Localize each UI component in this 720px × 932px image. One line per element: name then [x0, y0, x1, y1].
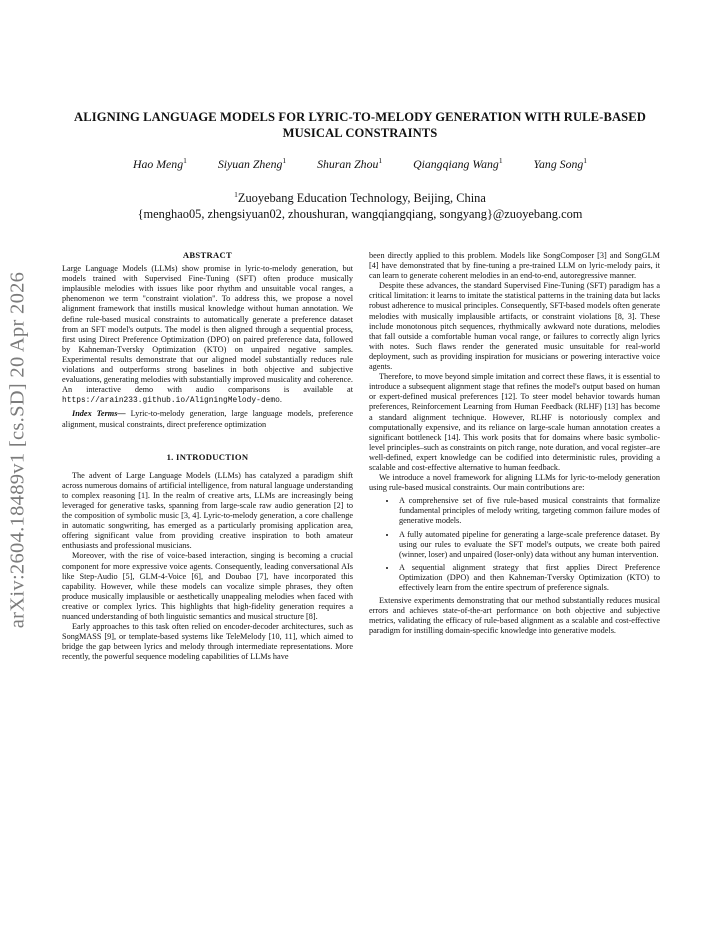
body-paragraph: Despite these advances, the standard Supervised Fine-Tuning (SFT) paradigm has a critical limitation: it learns to imitate the statistical patterns in the training data but lacks robust adherence to musical principles. Consequently, SFT-based models often generate melodies with musically implausible artifacts, or constraint violations [8, 3]. These include monotonous pitch sequences, rhythmically awkward note durations, melodies that fall outside a comfortable human vocal range, or failures to correctly align lyrics with notes. Such flaws render the generated music unsuitable for real-world deployment, such as providing inspiration for musicians or powering interactive voice agents.: [369, 281, 660, 372]
author-list: [60, 156, 660, 172]
intro-paragraph: The advent of Large Language Models (LLMs) has catalyzed a paradigm shift across numerous domains of artificial intelligence, from natural language understanding to complex reasoning [1]. In the realm of creative arts, LLMs are increasingly being leveraged for generative tasks, spanning from large-scale raw audio generation [2] to the composition of symbolic music [3, 4]. Lyric-to-melody generation, a core challenge in automatic songwriting, has emerged as a particularly promising application area, offering significant value from providing creative inspiration to both amateur enthusiasts and professional musicians.: [62, 470, 353, 551]
intro-paragraph: Early approaches to this task often relied on encoder-decoder architectures, such as SongMASS [9], or template-based systems like TeleMelody [10, 11], which aimed to bridge the gap between lyrics and melody through intermediate representations. More recently, the powerful sequence modeling capabilities of LLMs have: [62, 622, 353, 662]
demo-link[interactable]: https://arain233.github.io/AligningMelody-demo: [62, 396, 280, 406]
author: Shuran Zhou$^1$: [317, 156, 383, 171]
abstract-heading: ABSTRACT: [182, 250, 233, 260]
abstract-text: Large Language Models (LLMs) show promise in lyric-to-melody generation, but models trained with Supervised Fine-Tuning (SFT) often produce musically implausible melodies with issues like poor rhythm and unsuitable vocal ranges, a phenomenon we term "constraint violation". To address this, we propose a novel alignment framework that instills musical knowledge without human annotation. We define rule-based musical constraints to automatically generate a preference dataset from an SFT model's outputs. The model is then aligned through a sequential process, first using Direct Preference Optimization (DPO) on paired preference data, followed by Kahneman-Tversky Optimization (KTO) on unpaired negative samples. Experimental results demonstrate that our aligned model substantially reduces rule violations and outperforms strong baselines in both objective and subjective evaluations, generating melodies with substantially improved musicality and coherence. An interactive demo with audio comparisons is available at https://arain233.github.io/AligningMelody-demo.: [62, 264, 353, 406]
author: Yang Song$^1$: [533, 156, 588, 171]
contribution-item: • A fully automated pipeline for generating a large-scale preference dataset. By using our rules to evaluate the SFT model's outputs, we create both paired (winner, loser) and unpaired (loser-only) data without any human intervention.: [397, 530, 660, 560]
index-terms: Index Terms— Lyric-to-melody generation, large language models, preference alignment, musical constraints, direct preference optimization: [62, 409, 353, 429]
introduction-heading: 1. INTRODUCTION: [166, 451, 249, 462]
contribution-item: • A comprehensive set of five rule-based musical constraints that formalize fundamental principles of melody writing, targeting common failure modes of generative models.: [397, 496, 660, 526]
contribution-list: [369, 496, 660, 593]
arxiv-stamp-text: arXiv:2604.18489v1 [cs.SD] 20 Apr 2026: [6, 271, 29, 629]
body-paragraph: We introduce a novel framework for aligning LLMs for lyric-to-melody generation using rule-based musical constraints. Our main contributions are:: [369, 473, 660, 493]
author: Hao Meng$^1$: [132, 156, 187, 171]
contribution-item: • A sequential alignment strategy that first applies Direct Preference Optimization (DPO) and then Kahneman-Tversky Optimization (KTO) to effectively learn from the entire spectrum of preference signals.: [397, 563, 660, 593]
body-paragraph: been directly applied to this problem. Models like SongComposer [3] and SongGLM [4] have demonstrated that by fine-tuning a pre-trained LLM on lyric-melody pairs, it can learn to generate coherent melodies in an end-to-end, autoregressive manner.: [369, 251, 660, 281]
affiliation-block: [60, 187, 660, 222]
author: Siyuan Zheng$^1$: [217, 156, 287, 171]
paper-title: ALIGNING LANGUAGE MODELS FOR LYRIC-TO-MELODY GENERATION WITH RULE-BASED MUSICAL CONSTRAINTS: [74, 110, 646, 140]
author: Qiangqiang Wang$^1$: [413, 156, 503, 171]
author-emails: {menghao05, zhengsiyuan02, zhoushuran, wangqiangqiang, songyang}@zuoyebang.com: [137, 207, 583, 222]
body-paragraph: Therefore, to move beyond simple imitation and correct these flaws, it is essential to introduce a subsequent alignment stage that refines the model's output based on human or expert-defined musical preferences [12]. To steer model behavior towards human preferences, Reinforcement Learning from Human Feedback (RLHF) [13] has become a standard alignment technique. However, RLHF is notoriously complex and computationally expensive, and its reliance on large-scale human annotation creates a significant bottleneck [14]. This work posits that for domains where basic symbolic-level principles–such as constraints on pitch range, note duration, and vocal register–are well-defined, expert knowledge can be codified into deterministic rules, providing a scalable and cost-effective alternative to human feedback.: [369, 372, 660, 472]
body-paragraph: Extensive experiments demonstrating that our method substantially reduces musical errors and achieves state-of-the-art performance on both objective and subjective metrics, validating the efficacy of rule-based alignment as a scalable and cost-effective paradigm for instilling domain-specific knowledge into generative models.: [369, 596, 660, 636]
intro-paragraph: Moreover, with the rise of voice-based interaction, singing is becoming a crucial component for more expressive voice agents. Consequently, leading conversational AIs like Step-Audio [5], GLM-4-Voice [6], and Doubao [7], have incorporated this capability. However, while these models can vocalize simple phrases, they often produce musically implausible or aesthetically unappealing melodies when faced with creative or complex lyrics. This highlights that high-fidelity generation requires a nuanced understanding of both linguistic semantics and musical structure [8].: [62, 551, 353, 621]
left-column: [62, 250, 353, 662]
affiliation: $^1$Zuoyebang Education Technology, Beijing, China: [234, 190, 486, 206]
right-column: [369, 251, 660, 636]
